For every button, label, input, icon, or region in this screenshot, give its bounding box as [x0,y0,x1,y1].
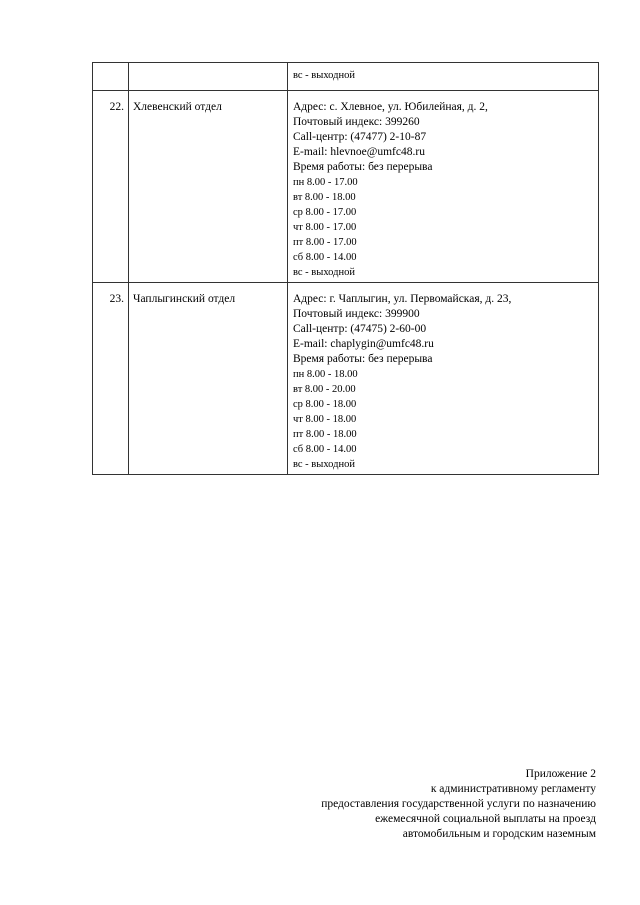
office-email: E-mail: hlevnoe@umfc48.ru [293,146,425,158]
annex-line: к административному регламенту [430,783,596,795]
office-address: Адрес: г. Чаплыгин, ул. Первомайская, д. 23, [293,293,512,305]
schedule-line: чт 8.00 - 17.00 [293,222,357,233]
office-email: E-mail: chaplygin@umfc48.ru [293,338,434,350]
annex-line: автомобильным и городским наземным [402,828,596,840]
office-postal: Почтовый индекс: 399900 [293,308,420,320]
schedule-line: пн 8.00 - 17.00 [293,177,358,188]
office-address: Адрес: с. Хлевное, ул. Юбилейная, д. 2, [293,101,488,113]
table-row [93,63,599,91]
schedule-line: ср 8.00 - 18.00 [293,399,357,410]
office-hours-title: Время работы: без перерыва [293,353,433,365]
office-callcenter: Call-центр: (47477) 2-10-87 [293,131,427,143]
schedule-line: сб 8.00 - 14.00 [293,252,357,263]
row-number-cell: 23. [93,283,129,475]
schedule-line: вс - выходной [293,267,355,278]
schedule-line: пн 8.00 - 18.00 [293,369,358,380]
office-info-cell [288,63,599,91]
office-info-cell [288,91,599,283]
schedule-line: пт 8.00 - 17.00 [293,237,357,248]
office-name-cell: Хлевенский отдел [129,91,288,283]
schedule-line: вт 8.00 - 20.00 [293,384,356,395]
annex-header [321,767,596,842]
annex-line: ежемесячной социальной выплаты на проезд [375,813,596,825]
row-number-cell [93,63,129,91]
schedule-line: пт 8.00 - 18.00 [293,429,357,440]
schedule-line: вс - выходной [293,459,355,470]
table-row [93,91,599,283]
office-name-cell [129,63,288,91]
office-postal: Почтовый индекс: 399260 [293,116,420,128]
annex-title: Приложение 2 [525,768,596,780]
office-name-cell: Чаплыгинский отдел [129,283,288,475]
schedule-line: ср 8.00 - 17.00 [293,207,357,218]
offices-table [92,62,599,475]
schedule-line: вс - выходной [293,70,355,81]
schedule-line: чт 8.00 - 18.00 [293,414,357,425]
office-info-cell [288,283,599,475]
office-hours-title: Время работы: без перерыва [293,161,433,173]
schedule-line: сб 8.00 - 14.00 [293,444,357,455]
table-row [93,283,599,475]
row-number-cell: 22. [93,91,129,283]
schedule-line: вт 8.00 - 18.00 [293,192,356,203]
annex-line: предоставления государственной услуги по назначению [321,798,596,810]
office-callcenter: Call-центр: (47475) 2-60-00 [293,323,427,335]
